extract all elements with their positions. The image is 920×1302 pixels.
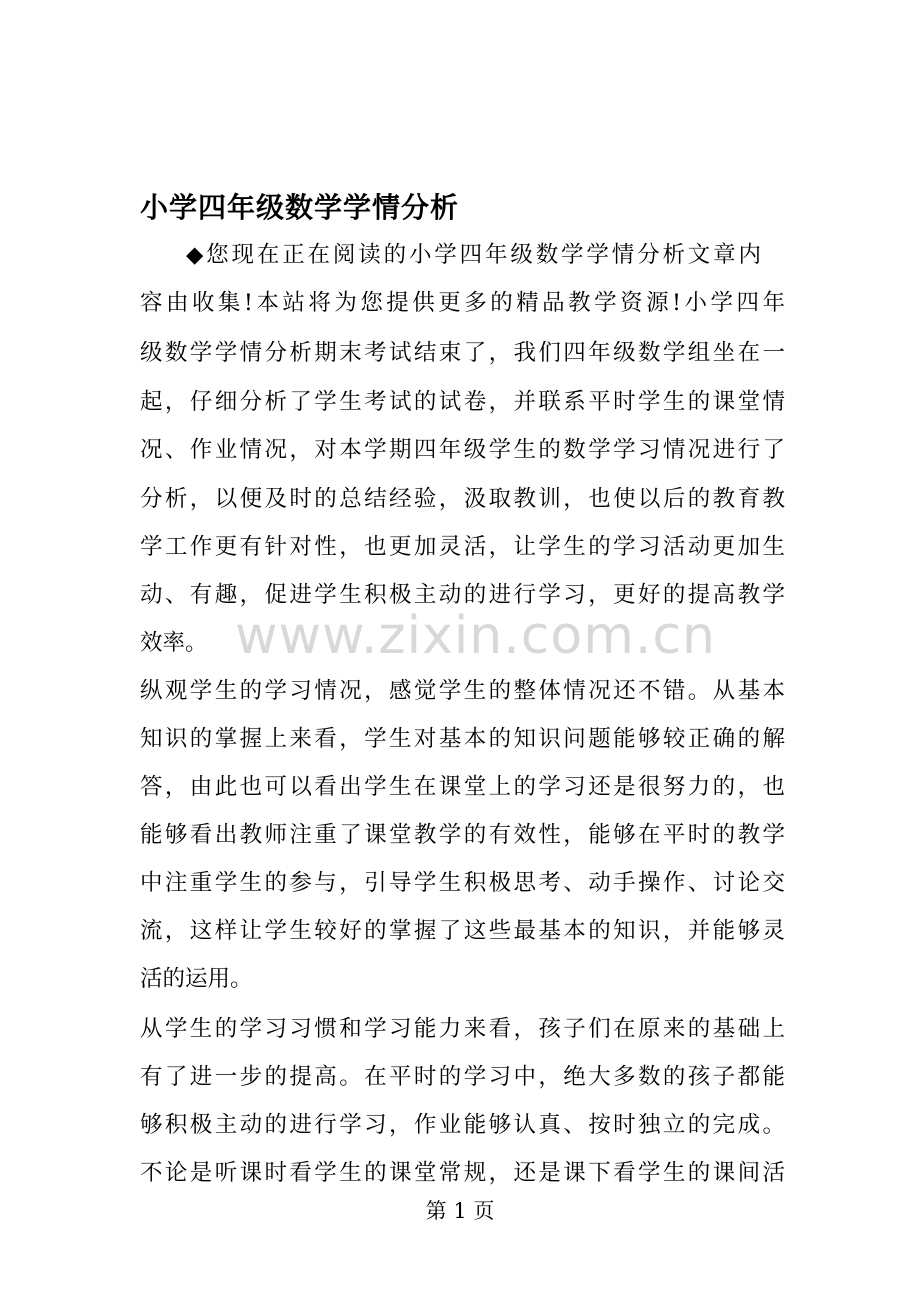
document-title: 小学四年级数学学情分析: [140, 191, 460, 224]
body-line: 效率。: [140, 630, 208, 656]
body-line: 中注重学生的参与，引导学生积极思考、动手操作、讨论交: [140, 870, 785, 896]
body-line: 纵观学生的学习情况，感觉学生的整体情况还不错。从基本: [140, 678, 785, 704]
body-line: 从学生的学习习惯和学习能力来看，孩子们在原来的基础上: [140, 1016, 785, 1042]
body-line: 容由收集!本站将为您提供更多的精品教学资源!小学四年: [140, 290, 785, 316]
body-line: 动、有趣，促进学生积极主动的进行学习，更好的提高教学: [140, 582, 785, 608]
body-line: 起，仔细分析了学生考试的试卷，并联系平时学生的课堂情: [140, 389, 785, 415]
body-line: 级数学学情分析期末考试结束了，我们四年级数学组坐在一: [140, 340, 785, 366]
body-line: 不论是听课时看学生的课堂常规，还是课下看学生的课间活: [140, 1160, 785, 1186]
watermark: www.zixin.com.cn: [235, 606, 716, 666]
body-line: 有了进一步的提高。在平时的学习中，绝大多数的孩子都能: [140, 1064, 785, 1090]
body-line: 流，这样让学生较好的掌握了这些最基本的知识，并能够灵: [140, 918, 785, 944]
body-line: 分析，以便及时的总结经验，汲取教训，也使以后的教育教: [140, 486, 785, 512]
body-line: 能够看出教师注重了课堂教学的有效性，能够在平时的教学: [140, 822, 785, 848]
body-line: 知识的掌握上来看，学生对基本的知识问题能够较正确的解: [140, 726, 785, 752]
body-line: ◆您现在正在阅读的小学四年级数学学情分析文章内: [186, 242, 761, 268]
body-line: 学工作更有针对性，也更加灵活，让学生的学习活动更加生: [140, 534, 785, 560]
body-line: 够积极主动的进行学习，作业能够认真、按时独立的完成。: [140, 1112, 785, 1138]
body-line: 答，由此也可以看出学生在课堂上的学习还是很努力的，也: [140, 774, 785, 800]
page-number: 第 1 页: [425, 1199, 495, 1223]
body-line: 活的运用。: [140, 966, 253, 992]
body-line: 况、作业情况，对本学期四年级学生的数学学习情况进行了: [140, 437, 785, 463]
